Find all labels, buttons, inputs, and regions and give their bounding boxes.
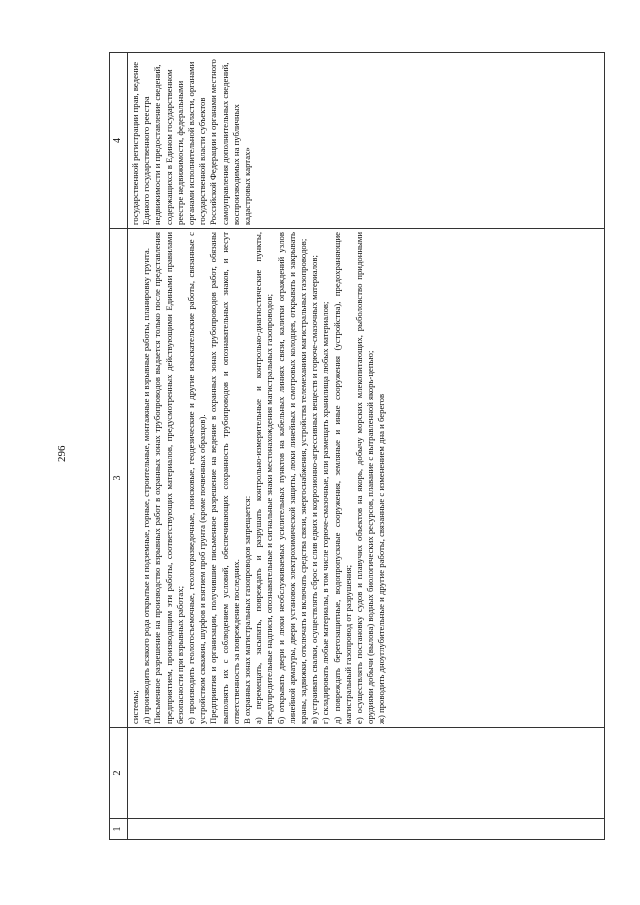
text-line: б) открывать двери и люки необслуживаемых усилительных пунктов на кабельных линиях связи, калитки ограждений узлов линейной арматуры, двери установок электрохимической защиты, люки линейных и смотровых колодцев, открывать и закрывать краны, задвижки, отключать и включать средства связи, энергоснабжения, устройства телемеханики магистральных газопроводов; xyxy=(275,232,309,724)
text-line: Предприятия и организации, получившие письменное разрешение на ведение в охранных зонах трубопроводов работ, обязаны выполнять их с соблюдением условий, обеспечивающих сохранность трубопроводов и опознавательных знаков, и несут ответственность за повреждение последних. xyxy=(208,232,241,724)
table-header-row xyxy=(110,53,128,840)
text-line: д) повреждать берегозащитные, водопропускные сооружения, земляные и иные сооружения (устройства), предохраняющие магистральный газопровод от разрушения; xyxy=(331,232,353,724)
text-line: в) устраивать свалки, осуществлять сброс и слив едких и коррозионно-агрессивных веществ и горюче-смазочных материалов; xyxy=(309,255,320,724)
cell-col-2 xyxy=(128,728,605,819)
text-line: е) осуществлять постановку судов и плавучих объектов на якорь, добычу морских млекопитающих, рыболовство придонными орудиями добычи (вылова) водных биологических ресурсов, плавание с вытравленной якорь-цепью; xyxy=(354,232,376,724)
header-col-4: 4 xyxy=(110,53,128,229)
cell-col-1 xyxy=(128,819,605,840)
text-line: В охранных зонах магистральных газопроводов запрещается: xyxy=(242,495,253,724)
text-line: а) перемещать, засыпать, повреждать и разрушать контрольно-измерительные и контрольно-диагностические пункты, предупредительные надписи, опознавательные и сигнальные знаки местонахождения магистральных газопроводов; xyxy=(253,232,275,724)
regulation-table xyxy=(109,52,605,840)
text-line: е) производить геологосъемочные, геологоразведочные, поисковые, геодезические и другие изыскательские работы, связанные с устройством скважин, шурфов и взятием проб грунта (кроме почвенных образцов). xyxy=(186,232,208,724)
header-col-2: 2 xyxy=(110,728,128,819)
cell-col-4 xyxy=(128,53,605,229)
rotated-table-sheet xyxy=(109,52,605,840)
table-row xyxy=(128,53,605,840)
cell-col-3 xyxy=(128,229,605,728)
text-line: д) производить всякого рода открытые и подземные, горные, строительные, монтажные и взрывные работы, планировку грунта. xyxy=(141,248,152,724)
header-col-3: 3 xyxy=(110,229,128,728)
header-col-1: 1 xyxy=(110,819,128,840)
page-number: 296 xyxy=(56,445,68,462)
text-line: ж) проводить дноуглубительные и другие работы, связанные с изменением дна и берегов xyxy=(376,393,387,724)
text-line: Письменное разрешение на производство взрывных работ в охранных зонах трубопроводов выдается только после представления предприятием, производящим эти работы, соответствующих материалов, предусмотренных действующими Едиными правилами безопасности при взрывных работах; xyxy=(152,232,185,724)
text-line: г) складировать любые материалы, в том числе горюче-смазочные, или размещать хранилища любых материалов; xyxy=(320,301,331,724)
text-line: государственной регистрации прав, ведение Единого государственного реестра недвижимости и предоставление сведений, содержащихся в Едином государственном реестре недвижимости, федеральными органами исполнительной власти, органами государственной власти субъектов Российской Федерации и органами местного самоуправления дополнительных сведений, воспроизводимых на публичных кадастровых картах» xyxy=(130,59,253,225)
text-line: системы; xyxy=(130,690,140,724)
